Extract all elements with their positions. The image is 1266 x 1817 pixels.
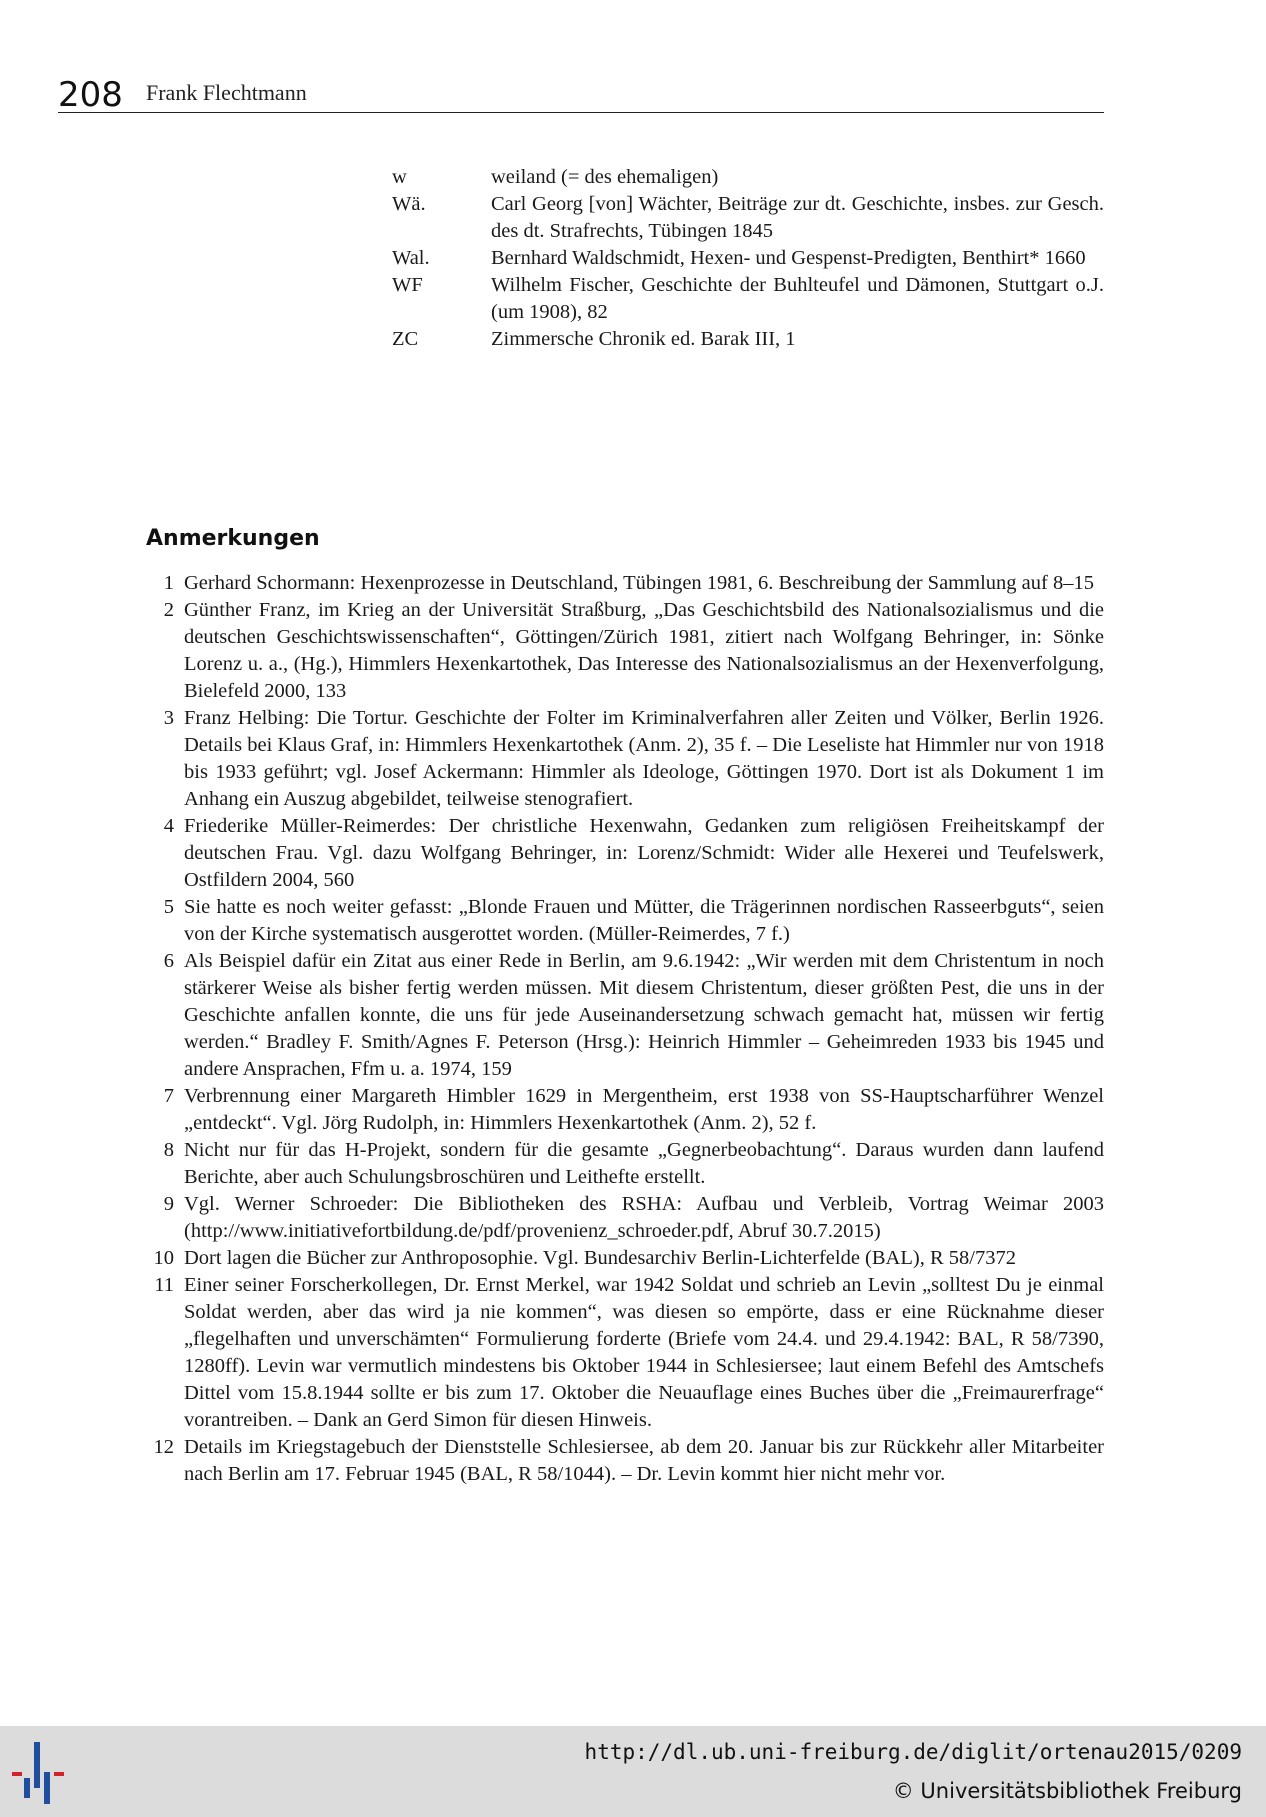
abbreviation-entry <box>392 245 1104 272</box>
note-item <box>140 597 1104 705</box>
note-text: Einer seiner Forscherkollegen, Dr. Ernst Merkel, war 1942 Soldat und schrieb an Levin „solltest Du je einmal Soldat werden, aber das wird ja nie kommen“, was diesen so empörte, dass er eine Rücknahme dieser „flegelhaften und unverschämten“ Formulierung forderte (Briefe vom 24.4. und 29.4.1942: BAL, R 58/7390, 1280ff). Levin war vermutlich mindestens bis Oktober 1944 in Schlesiersee; laut einem Befehl des Amtschefs Dittel vom 15.8.1944 sollte er bis zum 17. Oktober die Neuauflage eines Buches über die „Freimaurerfrage“ vorantreiben. – Dank an Gerd Simon für diesen Hinweis. <box>184 1274 1104 1431</box>
note-number: 6 <box>163 950 174 972</box>
page-number: 208 <box>58 75 123 115</box>
note-item <box>140 1272 1104 1434</box>
note-number: 5 <box>163 896 174 918</box>
abbreviation-text: Carl Georg [von] Wächter, Beiträge zur dt. Geschichte, insbes. zur Gesch. des dt. Strafrechts, Tübingen 1845 <box>491 193 1104 242</box>
note-text: Verbrennung einer Margareth Himbler 1629 in Mergentheim, erst 1938 von SS-Hauptscharführer Wenzel „entdeckt“. Vgl. Jörg Rudolph, in: Himmlers Hexenkartothek (Anm. 2), 52 f. <box>184 1085 1104 1134</box>
abbreviation-key: WF <box>392 274 423 296</box>
notes-heading: Anmerkungen <box>146 526 320 551</box>
abbreviation-key: Wal. <box>392 247 430 269</box>
note-text: Dort lagen die Bücher zur Anthroposophie. Vgl. Bundesarchiv Berlin-Lichterfelde (BAL), R 58/7372 <box>184 1247 1016 1269</box>
page-header <box>58 76 1104 113</box>
abbreviation-entry <box>392 164 1104 191</box>
abbreviation-list <box>392 164 1104 353</box>
note-text: Gerhard Schormann: Hexenprozesse in Deutschland, Tübingen 1981, 6. Beschreibung der Sammlung auf 8–15 <box>184 572 1094 594</box>
note-number: 2 <box>163 599 174 621</box>
running-head-author: Frank Flechtmann <box>146 80 307 105</box>
note-text: Nicht nur für das H-Projekt, sondern für die gesamte „Gegnerbeobachtung“. Daraus wurden dann laufend Berichte, aber auch Schulungsbroschüren und Leithefte erstellt. <box>184 1139 1104 1188</box>
note-number: 9 <box>163 1193 174 1215</box>
note-text: Günther Franz, im Krieg an der Universität Straßburg, „Das Geschichtsbild des Nationalsozialismus und die deutschen Geschichtswissenschaften“, Göttingen/Zürich 1981, zitiert nach Wolfgang Behringer, in: Sönke Lorenz u. a., (Hg.), Himmlers Hexenkartothek, Das Interesse des Nationalsozialismus an der Hexenverfolgung, Bielefeld 2000, 133 <box>184 599 1104 702</box>
note-text: Details im Kriegstagebuch der Dienststelle Schlesiersee, ab dem 20. Januar bis zur Rückkehr aller Mitarbeiter nach Berlin am 17. Februar 1945 (BAL, R 58/1044). – Dr. Levin kommt hier nicht mehr vor. <box>184 1436 1104 1485</box>
note-text: Friederike Müller-Reimerdes: Der christliche Hexenwahn, Gedanken zum religiösen Freiheitskampf der deutschen Frau. Vgl. dazu Wolfgang Behringer, in: Lorenz/Schmidt: Wider alle Hexerei und Teufelswerk, Ostfildern 2004, 560 <box>184 815 1104 891</box>
abbreviation-key: ZC <box>392 328 419 350</box>
abbreviation-key: Wä. <box>392 193 426 215</box>
notes-list <box>140 570 1104 1488</box>
note-item <box>140 1245 1104 1272</box>
note-item <box>140 948 1104 1083</box>
note-item <box>140 1137 1104 1191</box>
note-text: Franz Helbing: Die Tortur. Geschichte der Folter im Kriminalverfahren aller Zeiten und Völker, Berlin 1926. Details bei Klaus Graf, in: Himmlers Hexenkartothek (Anm. 2), 35 f. – Die Leseliste hat Himmler nur von 1918 bis 1933 geführt; vgl. Josef Ackermann: Himmler als Ideologe, Göttingen 1970. Dort ist als Dokument 1 im Anhang ein Auszug abgebildet, teilweise stenografiert. <box>184 707 1104 810</box>
abbreviation-entry <box>392 272 1104 326</box>
note-text: Vgl. Werner Schroeder: Die Bibliotheken des RSHA: Aufbau und Verbleib, Vortrag Weimar 2003 (http://www.initiativefortbildung.de/pdf/provenienz_schroeder.pdf, Abruf 30.7.2015) <box>184 1193 1104 1242</box>
note-item <box>140 1083 1104 1137</box>
note-number: 3 <box>163 707 174 729</box>
note-number: 11 <box>154 1274 174 1296</box>
footer-bar <box>0 1726 1266 1817</box>
footer-copyright: © Universitätsbibliothek Freiburg <box>892 1779 1242 1803</box>
note-number: 7 <box>163 1085 174 1107</box>
note-number: 1 <box>163 572 174 594</box>
note-item <box>140 894 1104 948</box>
note-item <box>140 570 1104 597</box>
abbreviation-text: Zimmersche Chronik ed. Barak III, 1 <box>491 328 796 350</box>
note-item <box>140 1191 1104 1245</box>
abbreviation-text: Bernhard Waldschmidt, Hexen- und Gespenst-Predigten, Benthirt* 1660 <box>491 247 1086 269</box>
note-item <box>140 813 1104 894</box>
note-text: Sie hatte es noch weiter gefasst: „Blonde Frauen und Mütter, die Trägerinnen nordischen Rasseerbguts“, seien von der Kirche systematisch ausgerottet worden. (Müller-Reimerdes, 7 f.) <box>184 896 1104 945</box>
note-number: 4 <box>163 815 174 837</box>
abbreviation-entry <box>392 326 1104 353</box>
footer-permalink[interactable]: http://dl.ub.uni-freiburg.de/diglit/ortenau2015/0209 <box>584 1740 1242 1764</box>
note-text: Als Beispiel dafür ein Zitat aus einer Rede in Berlin, am 9.6.1942: „Wir werden mit dem Christentum in noch stärkerer Weise als bisher fertig werden müssen. Mit diesem Christentum, dieser größten Pest, die uns in der Geschichte anfallen konnte, die uns für jede Auseinandersetzung schwach gemacht hat, müssen wir fertig werden.“ Bradley F. Smith/Agnes F. Peterson (Hrsg.): Heinrich Himmler – Geheimreden 1933 bis 1945 und andere Ansprachen, Ffm u. a. 1974, 159 <box>184 950 1104 1080</box>
abbreviation-text: Wilhelm Fischer, Geschichte der Buhlteufel und Dämonen, Stuttgart o.J. (um 1908), 82 <box>491 274 1104 323</box>
note-item <box>140 705 1104 813</box>
abbreviation-text: weiland (= des ehemaligen) <box>491 166 719 188</box>
abbreviation-entry <box>392 191 1104 245</box>
note-number: 10 <box>153 1247 174 1269</box>
note-item <box>140 1434 1104 1488</box>
abbreviation-key: w <box>392 166 407 188</box>
note-number: 8 <box>163 1139 174 1161</box>
note-number: 12 <box>153 1436 174 1458</box>
ub-freiburg-logo-icon <box>10 1738 80 1808</box>
